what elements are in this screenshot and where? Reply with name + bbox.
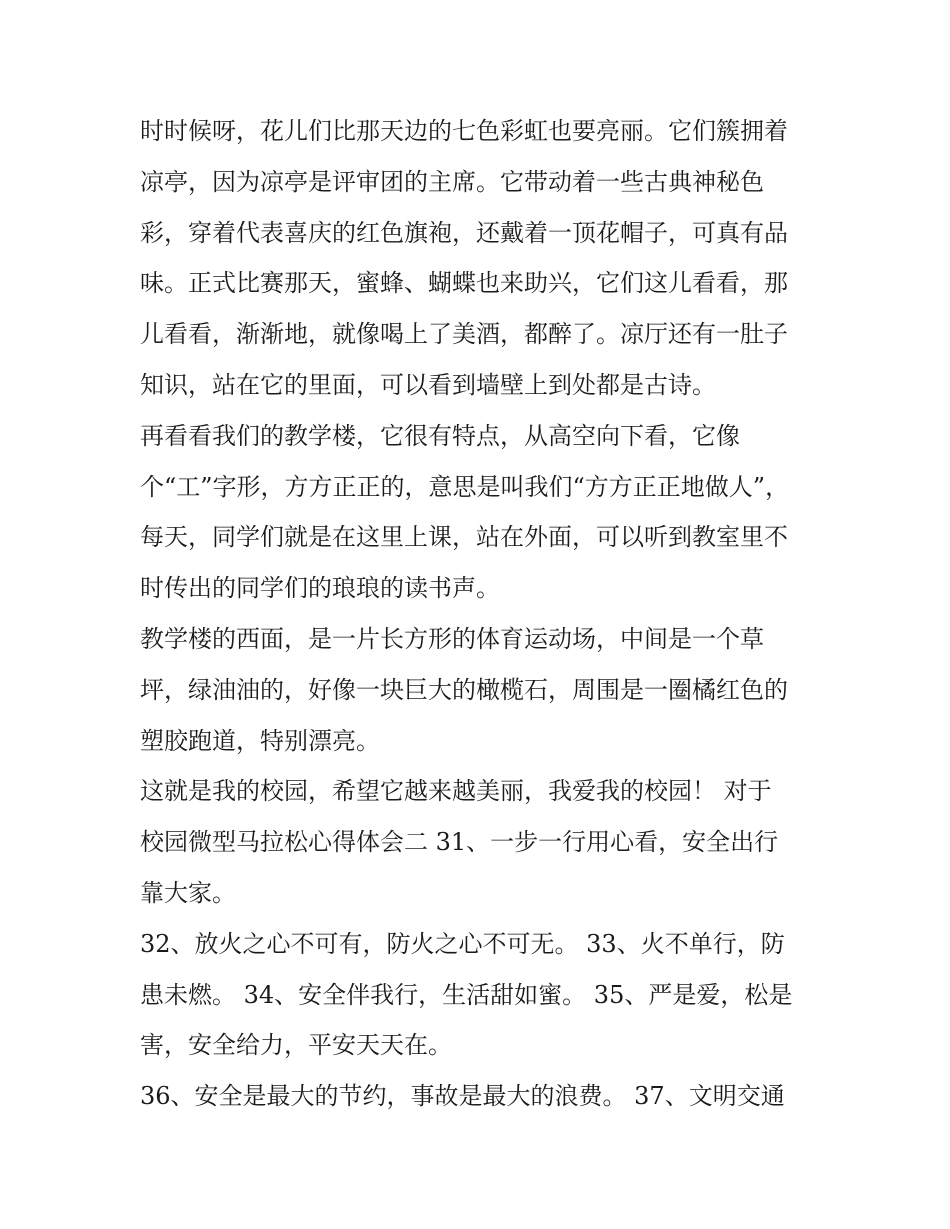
text-line-18: 患未燃。 34、安全伴我行，生活甜如蜜。 35、严是爱，松是 xyxy=(140,980,793,1009)
text-line-3: 彩，穿着代表喜庆的红色旗袍，还戴着一顶花帽子，可真有品 xyxy=(140,218,788,247)
text-line-16: 靠大家。 xyxy=(140,878,236,907)
text-line-15: 校园微型马拉松心得体会二 31、一步一行用心看，安全出行 xyxy=(140,828,779,857)
text-line-13: 塑胶跑道，特别漂亮。 xyxy=(140,726,380,755)
text-line-12: 坪，绿油油的，好像一块巨大的橄榄石，周围是一圈橘红色的 xyxy=(140,675,788,704)
document-body xyxy=(140,106,820,1122)
text-line-20: 36、安全是最大的节约，事故是最大的浪费。 37、文明交通 xyxy=(140,1082,785,1111)
text-line-1: 时时候呀，花儿们比那天边的七色彩虹也要亮丽。它们簇拥着 xyxy=(140,117,788,145)
text-line-10: 时传出的同学们的琅琅的读书声。 xyxy=(140,574,500,603)
text-line-6: 知识，站在它的里面，可以看到墙壁上到处都是古诗。 xyxy=(140,370,716,399)
text-line-5: 儿看看，渐渐地，就像喝上了美酒，都醉了。凉厅还有一肚子 xyxy=(140,320,788,349)
text-line-2: 凉亭，因为凉亭是评审团的主席。它带动着一些古典神秘色 xyxy=(140,167,764,196)
text-line-17: 32、放火之心不可有，防火之心不可无。 33、火不单行，防 xyxy=(140,929,785,958)
text-line-4: 味。正式比赛那天，蜜蜂、蝴蝶也来助兴，它们这儿看看，那 xyxy=(140,269,788,298)
text-line-7: 再看看我们的教学楼，它很有特点，从高空向下看，它像 xyxy=(140,421,740,450)
text-line-11: 教学楼的西面，是一片长方形的体育运动场，中间是一个草 xyxy=(140,624,764,653)
text-line-19: 害，安全给力，平安天天在。 xyxy=(140,1031,452,1060)
text-line-9: 每天，同学们就是在这里上课，站在外面，可以听到教室里不 xyxy=(140,523,788,552)
text-line-8: 个“工”字形，方方正正的，意思是叫我们“方方正正地做人”， xyxy=(140,472,790,501)
text-line-14: 这就是我的校园，希望它越来越美丽，我爱我的校园！ 对于 xyxy=(140,777,772,806)
